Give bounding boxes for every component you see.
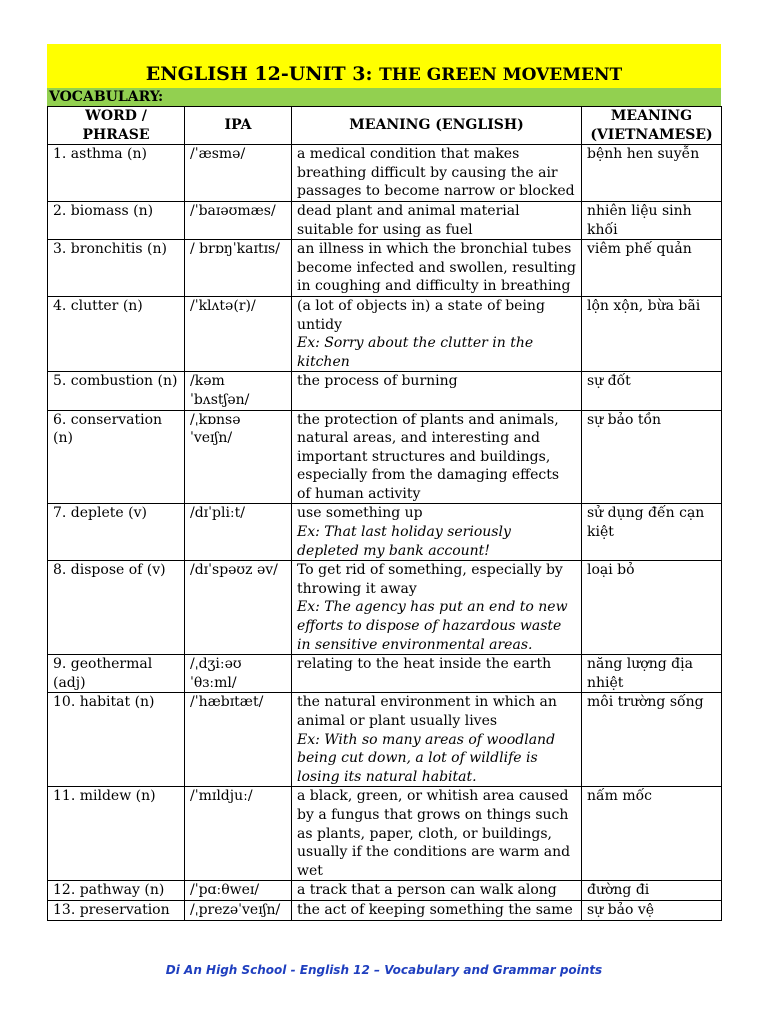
word-cell [48, 561, 185, 655]
meaning-english-cell [292, 372, 582, 410]
example-sentence: Ex: Sorry about the clutter in the kitchen [297, 335, 534, 370]
table-row [48, 145, 722, 202]
table-row [48, 296, 722, 371]
meaning-vietnamese-cell-text: sử dụng đến cạn kiệt [587, 505, 705, 541]
ipa-cell-text: /ˌprezəˈveɪʃn/ [190, 901, 281, 918]
word-cell-text: 3. bronchitis (n) [53, 241, 167, 258]
meaning-english-cell-text: a track that a person can walk along [297, 882, 557, 899]
word-cell [48, 900, 185, 920]
meaning-vietnamese-cell [582, 900, 722, 920]
ipa-cell-text: /ˈhæbɪtæt/ [190, 694, 264, 711]
meaning-vietnamese-cell [582, 561, 722, 655]
meaning-english-cell [292, 787, 582, 881]
table-header-row [48, 107, 722, 145]
word-cell-text: 5. combustion (n) [53, 373, 178, 390]
ipa-cell-text: /ˌkɒnsə ˈveɪʃn/ [190, 411, 241, 447]
word-cell-text: 2. biomass (n) [53, 202, 154, 219]
word-cell-text: 1. asthma (n) [53, 146, 147, 163]
meaning-english-cell [292, 296, 582, 371]
meaning-english-cell-text: the natural environment in which an animal or plant usually lives [297, 694, 557, 729]
meaning-vietnamese-cell [582, 410, 722, 504]
meaning-vietnamese-cell-text: sự bảo tồn [587, 411, 662, 428]
meaning-english-cell-text: the process of burning [297, 373, 458, 390]
title-bar [47, 44, 721, 88]
word-cell [48, 693, 185, 787]
meaning-vietnamese-cell-text: bệnh hen suyễn [587, 146, 700, 163]
word-cell [48, 240, 185, 297]
table-row [48, 561, 722, 655]
word-cell [48, 655, 185, 693]
ipa-cell [185, 693, 292, 787]
ipa-cell [185, 201, 292, 239]
meaning-english-cell-text: the act of keeping something the same [297, 901, 573, 918]
meaning-vietnamese-cell [582, 787, 722, 881]
ipa-cell-text: / brɒŋˈkaɪtɪs/ [190, 241, 280, 258]
meaning-vietnamese-cell [582, 693, 722, 787]
word-cell [48, 372, 185, 410]
meaning-english-cell-text: a medical condition that makes breathing difficult by causing the air passages to become narrow or blocked [297, 146, 575, 200]
word-cell-text: 6. conservation (n) [53, 411, 163, 447]
ipa-cell [185, 296, 292, 371]
table-row [48, 900, 722, 920]
word-cell-text: 8. dispose of (v) [53, 562, 166, 579]
meaning-english-cell [292, 693, 582, 787]
meaning-english-cell [292, 561, 582, 655]
meaning-vietnamese-cell-text: sự bảo vệ [587, 901, 655, 918]
table-row [48, 693, 722, 787]
ipa-cell [185, 881, 292, 901]
meaning-vietnamese-cell [582, 504, 722, 561]
table-row [48, 787, 722, 881]
word-cell [48, 504, 185, 561]
meaning-vietnamese-cell [582, 372, 722, 410]
title-main: ENGLISH 12-UNIT 3 [145, 63, 366, 85]
meaning-english-cell-text: (a lot of objects in) a state of being untidy [297, 297, 545, 333]
ipa-cell [185, 145, 292, 202]
meaning-english-cell [292, 504, 582, 561]
example-sentence: Ex: The agency has put an end to new efforts to dispose of hazardous waste in sensitive environmental areas. [297, 599, 568, 653]
title-sub: THE GREEN MOVEMENT [379, 65, 623, 85]
word-cell-text: 9. geothermal (adj) [53, 656, 153, 691]
meaning-english-cell-text: a black, green, or whitish area caused by a fungus that grows on things such as plants, paper, cloth, or buildings, usually if the conditions are warm and wet [297, 788, 571, 879]
meaning-vietnamese-cell [582, 881, 722, 901]
ipa-cell-text: /ˈbaɪəʊmæs/ [190, 202, 276, 219]
example-sentence: Ex: With so many areas of woodland being cut down, a lot of wildlife is losing its natural habitat. [297, 731, 556, 785]
word-cell [48, 201, 185, 239]
meaning-vietnamese-cell [582, 296, 722, 371]
meaning-vietnamese-cell-text: sự đốt [587, 373, 631, 390]
meaning-vietnamese-cell-text: năng lượng địa nhiệt [587, 656, 693, 691]
meaning-english-cell [292, 201, 582, 239]
ipa-cell [185, 240, 292, 297]
ipa-cell-text: /dɪˈspəʊz əv/ [190, 562, 278, 579]
meaning-vietnamese-cell-text: đường đi [587, 882, 650, 899]
meaning-vietnamese-cell-text: môi trường sống [587, 694, 704, 711]
table-row [48, 410, 722, 504]
word-cell-text: 7. deplete (v) [53, 505, 147, 522]
word-cell-text: 10. habitat (n) [53, 694, 155, 711]
meaning-vietnamese-cell-text: loại bỏ [587, 562, 635, 579]
meaning-vietnamese-cell [582, 201, 722, 239]
table-row [48, 655, 722, 693]
ipa-cell [185, 504, 292, 561]
word-cell [48, 410, 185, 504]
table-row [48, 201, 722, 239]
column-header-word: WORD / PHRASE [48, 107, 185, 145]
column-header-meaning-english: MEANING (ENGLISH) [292, 107, 582, 145]
ipa-cell [185, 561, 292, 655]
meaning-vietnamese-cell-text: nhiên liệu sinh khối [587, 202, 692, 238]
meaning-vietnamese-cell-text: nấm mốc [587, 788, 653, 805]
ipa-cell-text: /dɪˈpliːt/ [190, 505, 245, 522]
ipa-cell [185, 900, 292, 920]
ipa-cell [185, 787, 292, 881]
meaning-english-cell-text: use something up [297, 505, 423, 522]
meaning-english-cell-text: an illness in which the bronchial tubes become infected and swollen, resulting in coughing and difficulty in breathing [297, 241, 576, 295]
ipa-cell [185, 372, 292, 410]
column-header-ipa: IPA [185, 107, 292, 145]
column-header-meaning-vietnamese: MEANING (VIETNAMESE) [582, 107, 722, 145]
footer-text: Di An High School - English 12 – Vocabulary and Grammar points [165, 963, 603, 977]
table-row [48, 372, 722, 410]
ipa-cell [185, 655, 292, 693]
meaning-english-cell-text: To get rid of something, especially by throwing it away [297, 562, 563, 597]
meaning-vietnamese-cell [582, 240, 722, 297]
meaning-english-cell [292, 881, 582, 901]
meaning-english-cell [292, 900, 582, 920]
word-cell-text: 11. mildew (n) [53, 788, 156, 805]
vocabulary-table [47, 106, 722, 921]
meaning-english-cell [292, 410, 582, 504]
ipa-cell-text: /ˈpɑːθweɪ/ [190, 882, 260, 899]
meaning-english-cell [292, 145, 582, 202]
ipa-cell-text: /kəm ˈbʌstʃən/ [190, 373, 250, 408]
meaning-vietnamese-cell-text: viêm phế quản [587, 241, 692, 258]
ipa-cell-text: /ˈklʌtə(r)/ [190, 297, 256, 314]
word-cell [48, 145, 185, 202]
table-row [48, 881, 722, 901]
word-cell-text: 13. preservation [53, 901, 170, 918]
word-cell-text: 12. pathway (n) [53, 882, 165, 899]
table-row [48, 504, 722, 561]
word-cell [48, 296, 185, 371]
meaning-english-cell-text: dead plant and animal material suitable for using as fuel [297, 202, 520, 238]
meaning-vietnamese-cell [582, 655, 722, 693]
word-cell [48, 787, 185, 881]
meaning-english-cell [292, 655, 582, 693]
meaning-english-cell-text: the protection of plants and animals, natural areas, and interesting and important structures and buildings, especially from the damaging effects of human activity [297, 411, 560, 502]
example-sentence: Ex: That last holiday seriously depleted my bank account! [297, 524, 511, 559]
ipa-cell-text: /ˈmɪldjuː/ [190, 788, 253, 805]
ipa-cell-text: /ˈæsmə/ [190, 146, 246, 163]
meaning-english-cell-text: relating to the heat inside the earth [297, 656, 552, 673]
meaning-vietnamese-cell [582, 145, 722, 202]
vocabulary-sheet [47, 44, 721, 921]
ipa-cell [185, 410, 292, 504]
meaning-vietnamese-cell-text: lộn xộn, bừa bãi [587, 297, 701, 314]
section-label: VOCABULARY: [47, 88, 721, 106]
title-separator: : [365, 63, 380, 85]
meaning-english-cell [292, 240, 582, 297]
ipa-cell-text: /ˌdʒiːəʊ ˈθɜːml/ [190, 656, 242, 691]
word-cell [48, 881, 185, 901]
table-row [48, 240, 722, 297]
word-cell-text: 4. clutter (n) [53, 297, 143, 314]
